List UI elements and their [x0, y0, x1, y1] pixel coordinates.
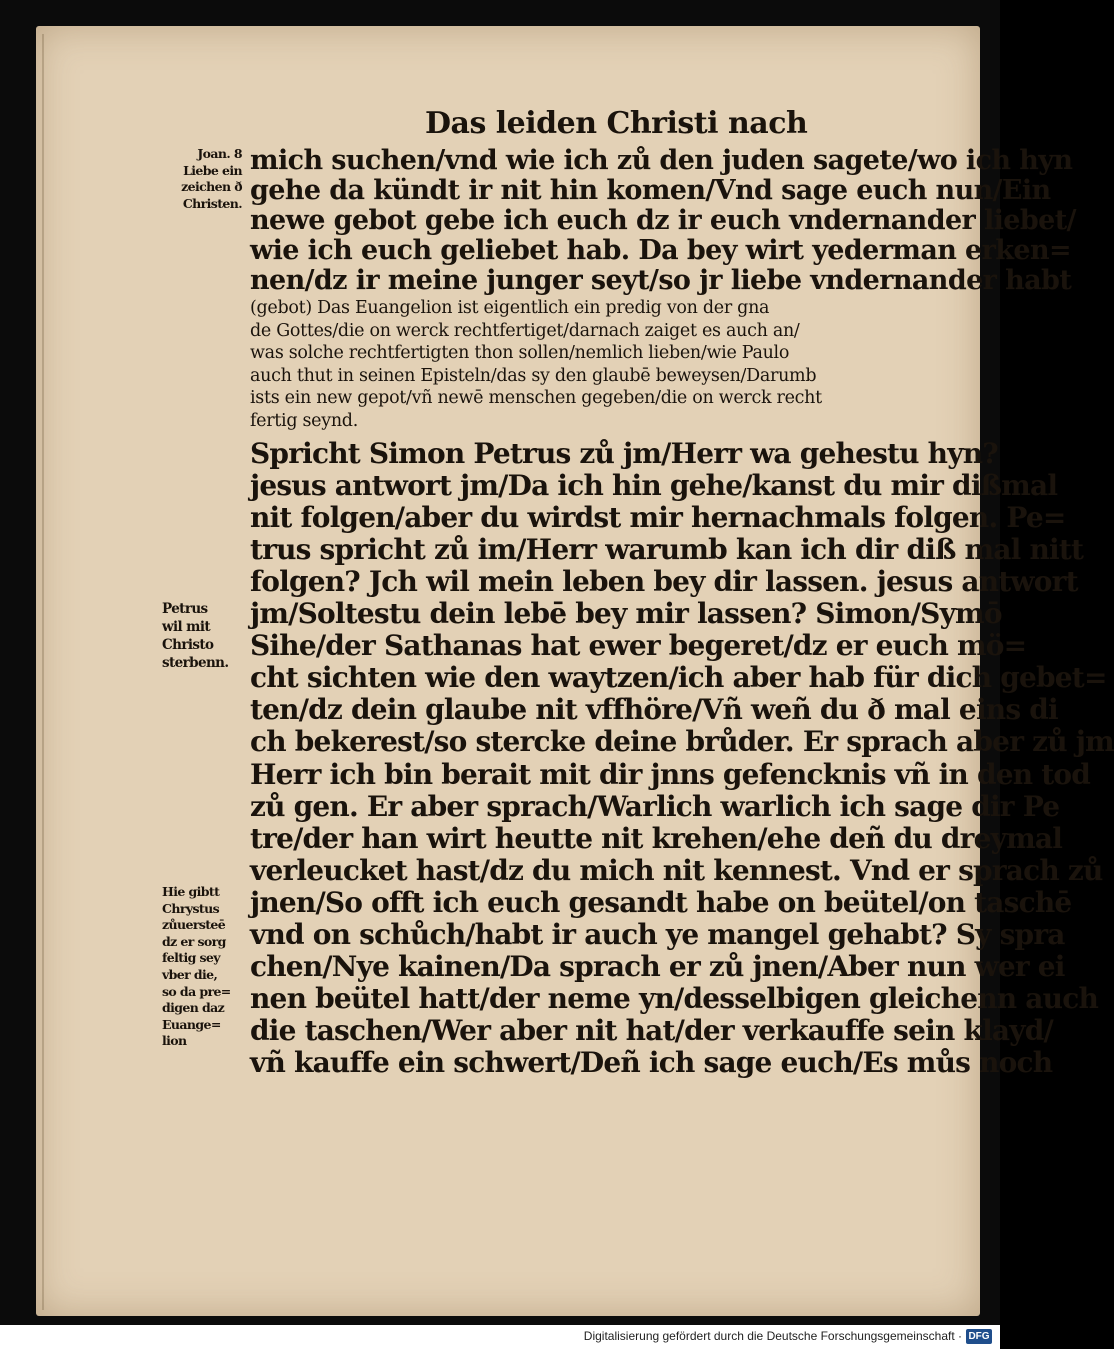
text-line: die taschen/Wer aber nit hat/der verkauffe sein klayd/	[250, 1014, 1053, 1048]
margin-note-petrus	[162, 600, 242, 672]
text-line: newe gebot gebe ich euch dz ir euch vndernander liebet/	[250, 205, 1076, 236]
text-line: gehe da kündt ir nit hin komen/Vnd sage euch nun/Ein	[250, 175, 1051, 206]
page-gutter-shadow	[42, 34, 44, 1310]
text-line: jm/Soltestu dein lebē bey mir lassen? Simon/Symō	[250, 597, 1002, 631]
margin-note-line: so da pre=	[162, 983, 231, 999]
margin-note-line: Petrus	[162, 601, 208, 617]
text-line: verleucket hast/dz du mich nit kennest. Vnd er sprach zů	[250, 853, 1103, 887]
main-text-top	[250, 145, 1076, 296]
funding-credit: Digitalisierung gefördert durch die Deutsche Forschungsgemeinschaft ·	[583, 1329, 962, 1343]
text-line: mich suchen/vnd wie ich zů den juden sagete/wo ich hyn	[250, 145, 1073, 176]
text-line: tre/der han wirt heutte nit krehen/ehe deñ du dreymal	[250, 821, 1063, 855]
text-line: folgen? Jch wil mein leben bey dir lassen. jesus antwort	[250, 564, 1078, 598]
text-line: zů gen. Er aber sprach/Warlich warlich ich sage dir Pe	[250, 789, 1060, 823]
margin-note-line: Christo	[162, 637, 214, 653]
text-line: ten/dz dein glaube nit vffhöre/Vñ weñ du ð mal eins di	[250, 693, 1058, 727]
gloss-line: ists ein new gepot/vñ newē menschen gegeben/die on werck recht	[250, 388, 822, 409]
margin-note-line: sterbenn.	[162, 655, 229, 671]
text-line: vnd on schůch/habt ir auch ye mangel gehabt? Sy spra	[250, 917, 1065, 951]
margin-note-line: Chrystus	[162, 900, 220, 916]
margin-note-line: Euange=	[162, 1016, 221, 1032]
gloss-line: de Gottes/die on werck rechtfertiget/darnach zaiget es auch an/	[250, 320, 800, 341]
margin-note-line: feltig sey	[162, 950, 220, 966]
margin-note-line: lion	[162, 1033, 187, 1049]
margin-note-line: wil mit	[162, 619, 211, 635]
main-text-bottom	[250, 436, 1114, 1080]
text-line: vñ kauffe ein schwert/Deñ ich sage euch/Es můs noch	[250, 1046, 1053, 1080]
margin-note-line: digen daz	[162, 1000, 225, 1016]
margin-note-line: Christen.	[182, 195, 242, 211]
running-head: Das leiden Christi nach	[425, 106, 808, 141]
margin-note-line: dz er sorg	[162, 933, 226, 949]
text-line: nen/dz ir meine junger seyt/so jr liebe vndernander habt	[250, 265, 1072, 296]
margin-note-line: zeichen ð	[181, 179, 242, 194]
text-line: ch bekerest/so stercke deine brůder. Er sprach aber zů jm	[250, 725, 1114, 759]
gloss-line: fertig seynd.	[250, 410, 358, 431]
gloss-commentary	[250, 297, 922, 433]
margin-note-chrystus	[162, 884, 242, 1050]
text-line: wie ich euch geliebet hab. Da bey wirt yederman erken=	[250, 235, 1072, 266]
text-line: Herr ich bin berait mit dir jnns gefencknis vñ in den tod	[250, 757, 1091, 791]
gloss-line: (gebot) Das Euangelion ist eigentlich ein predig von der gna	[250, 298, 770, 318]
text-line: Spricht Simon Petrus zů jm/Herr wa gehestu hyn?	[250, 436, 998, 470]
margin-note-line: vber die,	[162, 966, 218, 982]
text-line: Sihe/der Sathanas hat ewer begeret/dz er euch mö=	[250, 629, 1027, 663]
margin-note-line: Joan. 8	[197, 146, 242, 161]
margin-note-joan	[160, 146, 242, 212]
gloss-line: was solche rechtfertigten thon sollen/nemlich lieben/wie Paulo	[250, 343, 790, 364]
text-line: nen beütel hatt/der neme yn/desselbigen gleichenn auch	[250, 982, 1099, 1016]
text-line: chen/Nye kainen/Da sprach er zů jnen/Aber nun wer ei	[250, 950, 1065, 984]
dfg-logo[interactable]: DFG	[966, 1329, 992, 1344]
text-line: jesus antwort jm/Da ich hin gehe/kanst du mir dißmal	[250, 468, 1058, 502]
footer-bar	[0, 1325, 1000, 1349]
text-line: cht sichten wie den waytzen/ich aber hab für dich gebet=	[250, 661, 1107, 695]
text-line: nit folgen/aber du wirdst mir hernachmals folgen. Pe=	[250, 500, 1066, 534]
main-text-block	[250, 145, 1114, 1080]
gloss-line: auch thut in seinen Episteln/das sy den glaubē beweysen/Darumb	[250, 365, 817, 386]
text-line: trus spricht zů im/Herr warumb kan ich dir diß mal nitt	[250, 532, 1084, 566]
margin-note-line: zůuersteē	[162, 917, 226, 933]
margin-note-line: Hie gibtt	[162, 884, 220, 899]
text-line: jnen/So offt ich euch gesandt habe on beütel/on taschē	[250, 885, 1072, 919]
margin-note-line: Liebe ein	[183, 162, 242, 178]
